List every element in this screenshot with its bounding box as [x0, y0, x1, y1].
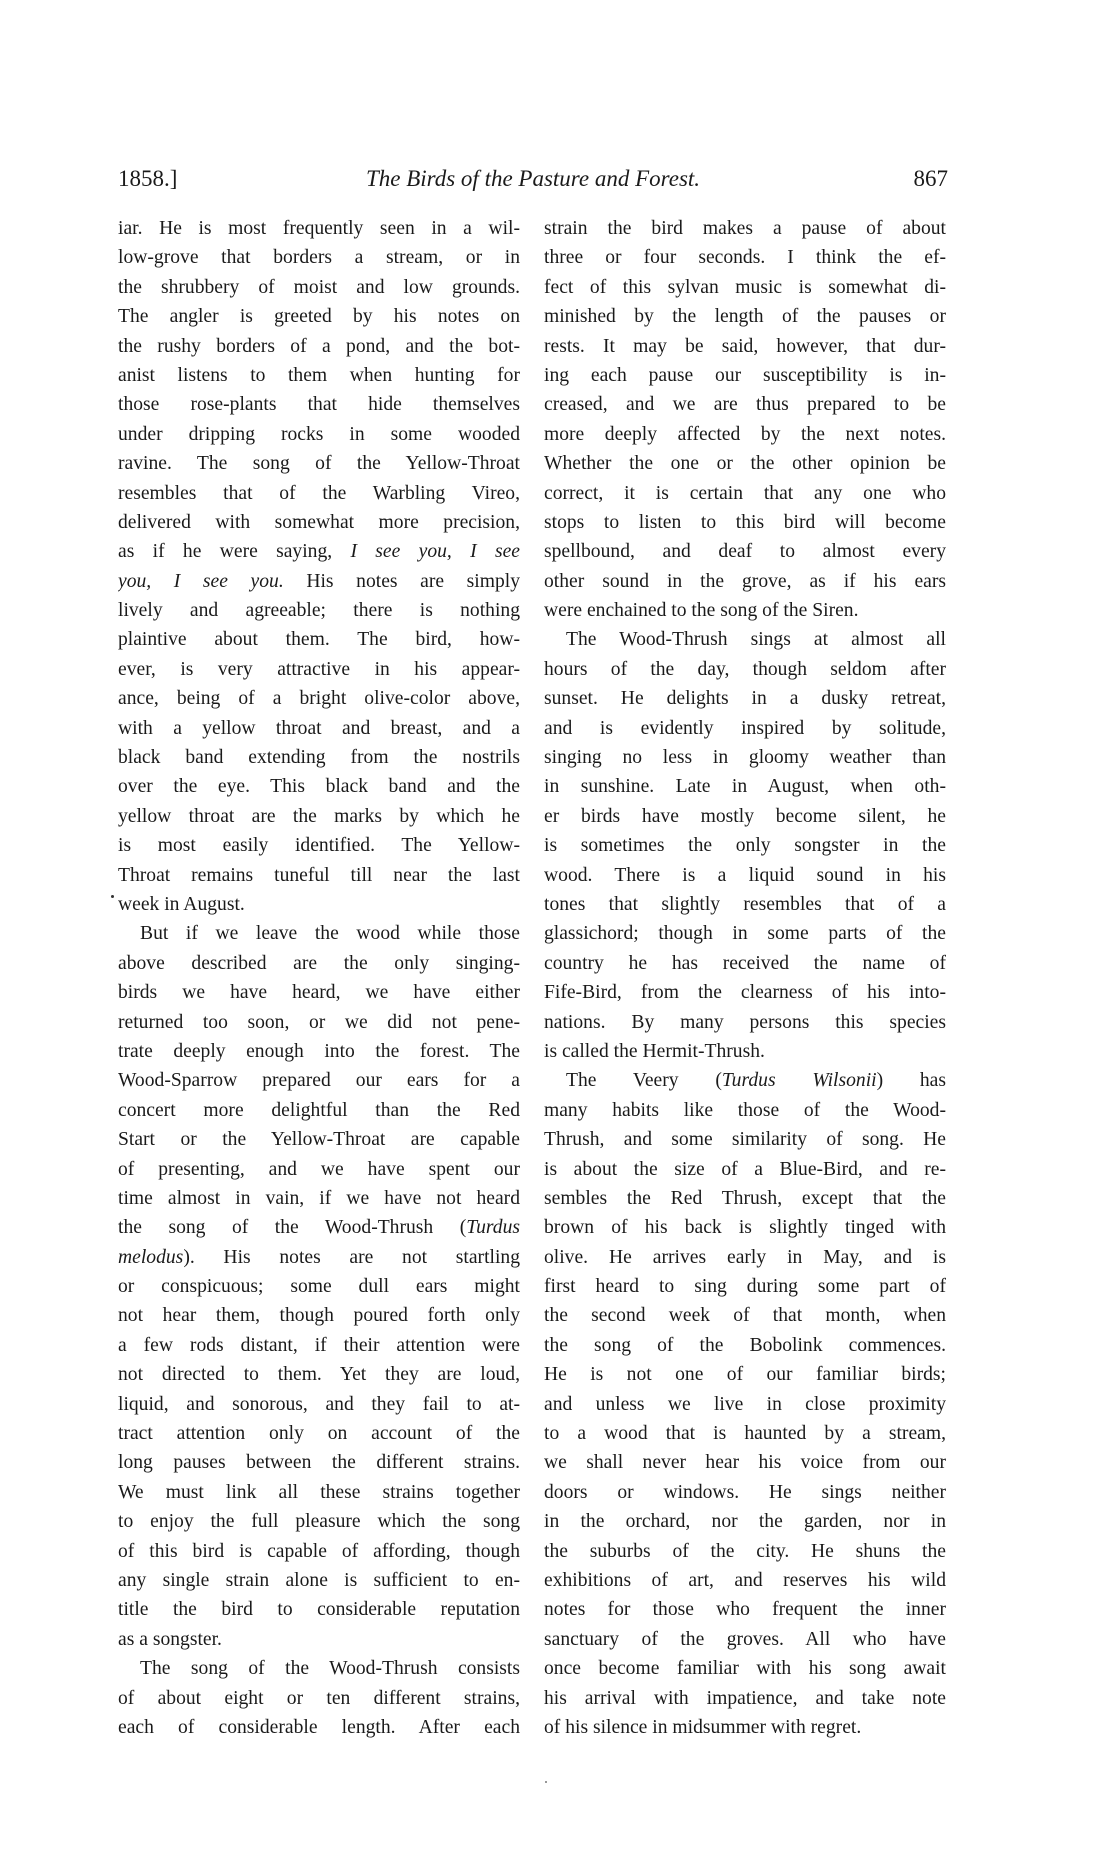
text-line: is most easily identified. The Yellow-: [118, 835, 520, 857]
text-line: the second week of that month, when: [544, 1305, 946, 1327]
text-line: as a songster.: [118, 1628, 222, 1650]
italic-text-run: melodus: [118, 1246, 184, 1268]
text-line: tones that slightly resembles that of a: [544, 893, 946, 915]
text-line: birds we have heard, we have either: [118, 982, 520, 1004]
text-line: and unless we live in close proximity: [544, 1393, 946, 1415]
text-line: title the bird to considerable reputation: [118, 1599, 520, 1621]
text-line: once become familiar with his song await: [544, 1658, 946, 1680]
text-line: singing no less in gloomy weather than: [544, 747, 946, 769]
text-run: ) has: [876, 1070, 946, 1092]
text-line: with a yellow throat and breast, and a: [118, 717, 520, 739]
text-line: his arrival with impatience, and take note: [544, 1687, 946, 1709]
text-line: wood. There is a liquid sound in his: [544, 864, 946, 886]
italic-text-run: you, I see you.: [118, 570, 284, 592]
text-line: low-grove that borders a stream, or in: [118, 247, 520, 269]
text-line: anist listens to them when hunting for: [118, 364, 520, 386]
text-line: the rushy borders of a pond, and the bot-: [118, 335, 520, 357]
text-line: resembles that of the Warbling Vireo,: [118, 482, 520, 504]
text-line: er birds have mostly become silent, he: [544, 805, 946, 827]
text-line: the shrubbery of moist and low grounds.: [118, 276, 520, 298]
italic-text-run: I see you, I see: [350, 541, 520, 563]
text-line: correct, it is certain that any one who: [544, 482, 946, 504]
text-line: black band extending from the nostrils: [118, 747, 520, 769]
text-line: three or four seconds. I think the ef-: [544, 247, 946, 269]
text-line: Thrush, and some similarity of song. He: [544, 1129, 946, 1151]
text-line: in sunshine. Late in August, when oth-: [544, 776, 946, 798]
text-line: iar. He is most frequently seen in a wil-: [118, 218, 520, 239]
text-line: delivered with somewhat more precision,: [118, 511, 520, 533]
text-line: Wood-Sparrow prepared our ears for a: [118, 1070, 520, 1092]
text-line: above described are the only singing-: [118, 952, 520, 974]
text-line: [544, 1066, 946, 1095]
text-line: to a wood that is haunted by a stream,: [544, 1423, 946, 1445]
text-line: of about eight or ten different strains,: [118, 1687, 520, 1709]
text-line: strain the bird makes a pause of about: [544, 218, 946, 239]
text-run: His notes are simply: [283, 570, 520, 592]
text-line: under dripping rocks in some wooded: [118, 423, 520, 445]
text-line: time almost in vain, if we have not heard: [118, 1187, 520, 1209]
text-line: olive. He arrives early in May, and is: [544, 1246, 946, 1268]
text-line: week in August.: [118, 893, 245, 915]
text-line: ravine. The song of the Yellow-Throat: [118, 453, 520, 475]
text-line: glassichord; though in some parts of the: [544, 923, 946, 945]
text-line: creased, and we are thus prepared to be: [544, 394, 946, 416]
text-line: nations. By many persons this species: [544, 1011, 946, 1033]
text-line: plaintive about them. The bird, how-: [118, 629, 520, 651]
left-column: [118, 214, 520, 1742]
text-line: is sometimes the only songster in the: [544, 835, 946, 857]
text-line: [118, 1213, 520, 1242]
text-line: each of considerable length. After each: [118, 1716, 520, 1738]
text-line: Fife-Bird, from the clearness of his into-: [544, 982, 946, 1004]
text-line: first heard to sing during some part of: [544, 1276, 946, 1298]
text-line: He is not one of our familiar birds;: [544, 1364, 946, 1386]
text-line: trate deeply enough into the forest. The: [118, 1040, 520, 1062]
text-line: we shall never hear his voice from our: [544, 1452, 946, 1474]
text-line: tract attention only on account of the: [118, 1423, 520, 1445]
text-line: ever, is very attractive in his appear-: [118, 658, 520, 680]
text-line: is about the size of a Blue-Bird, and re-: [544, 1158, 946, 1180]
text-line: not directed to them. Yet they are loud,: [118, 1364, 520, 1386]
text-line: doors or windows. He sings neither: [544, 1481, 946, 1503]
text-line: those rose-plants that hide themselves: [118, 394, 520, 416]
text-line: The Wood-Thrush sings at almost all: [566, 629, 946, 651]
text-line: Throat remains tuneful till near the last: [118, 864, 520, 886]
text-line: Whether the one or the other opinion be: [544, 453, 946, 475]
text-line: [118, 537, 520, 566]
text-line: sanctuary of the groves. All who have: [544, 1628, 946, 1650]
text-line: yellow throat are the marks by which he: [118, 805, 520, 827]
text-line: the suburbs of the city. He shuns the: [544, 1540, 946, 1562]
text-line: ing each pause our susceptibility is in-: [544, 364, 946, 386]
text-run: ). His notes are not startling: [183, 1246, 520, 1268]
text-line: notes for those who frequent the inner: [544, 1599, 946, 1621]
text-line: We must link all these strains together: [118, 1481, 520, 1503]
text-line: a few rods distant, if their attention were: [118, 1334, 520, 1356]
text-line: stops to listen to this bird will become: [544, 511, 946, 533]
text-line: ance, being of a bright olive-color above,: [118, 688, 520, 710]
text-line: of this bird is capable of affording, though: [118, 1540, 520, 1562]
text-line: Start or the Yellow-Throat are capable: [118, 1129, 520, 1151]
text-line: and is evidently inspired by solitude,: [544, 717, 946, 739]
page-number: 867: [913, 166, 948, 191]
right-column: [544, 214, 946, 1742]
text-line: hours of the day, though seldom after: [544, 658, 946, 680]
text-line: is called the Hermit-Thrush.: [544, 1040, 765, 1062]
text-line: The angler is greeted by his notes on: [118, 306, 520, 328]
text-line: were enchained to the song of the Siren.: [544, 600, 859, 622]
text-line: rests. It may be said, however, that dur-: [544, 335, 946, 357]
text-line: The song of the Wood-Thrush consists: [140, 1658, 520, 1680]
text-line: returned too soon, or we did not pene-: [118, 1011, 520, 1033]
italic-text-run: Turdus: [466, 1217, 520, 1239]
text-line: sunset. He delights in a dusky retreat,: [544, 688, 946, 710]
header-title: The Birds of the Pasture and Forest.: [365, 166, 701, 191]
text-line: more deeply affected by the next notes.: [544, 423, 946, 445]
text-line: over the eye. This black band and the: [118, 776, 520, 798]
text-run: the song of the Wood-Thrush (: [118, 1217, 467, 1239]
text-line: many habits like those of the Wood-: [544, 1099, 946, 1121]
text-line: the song of the Bobolink commences.: [544, 1334, 946, 1356]
print-speck: [545, 1781, 547, 1783]
text-line: spellbound, and deaf to almost every: [544, 541, 946, 563]
text-line: country he has received the name of: [544, 952, 946, 974]
print-speck: [111, 895, 114, 898]
text-line: of his silence in midsummer with regret.: [544, 1716, 862, 1738]
text-line: [118, 1243, 520, 1272]
text-line: other sound in the grove, as if his ears: [544, 570, 946, 592]
text-line: to enjoy the full pleasure which the song: [118, 1511, 520, 1533]
text-line: not hear them, though poured forth only: [118, 1305, 520, 1327]
header-year: 1858.]: [118, 166, 178, 191]
text-line: [118, 567, 520, 596]
text-line: brown of his back is slightly tinged with: [544, 1217, 946, 1239]
text-line: lively and agreeable; there is nothing: [118, 600, 520, 622]
text-line: sembles the Red Thrush, except that the: [544, 1187, 946, 1209]
text-line: long pauses between the different strains.: [118, 1452, 520, 1474]
text-line: liquid, and sonorous, and they fail to at-: [118, 1393, 520, 1415]
text-line: or conspicuous; some dull ears might: [118, 1276, 520, 1298]
text-line: of presenting, and we have spent our: [118, 1158, 520, 1180]
text-run: as if he were saying,: [118, 541, 351, 563]
text-line: exhibitions of art, and reserves his wild: [544, 1569, 946, 1591]
text-line: concert more delightful than the Red: [118, 1099, 520, 1121]
text-line: any single strain alone is sufficient to en-: [118, 1569, 520, 1591]
text-line: in the orchard, nor the garden, nor in: [544, 1511, 946, 1533]
text-line: fect of this sylvan music is somewhat di-: [544, 276, 946, 298]
running-head: [118, 166, 948, 196]
italic-text-run: Turdus Wilsonii: [721, 1070, 877, 1092]
text-line: minished by the length of the pauses or: [544, 306, 946, 328]
text-line: But if we leave the wood while those: [140, 923, 520, 945]
text-run: The Veery (: [566, 1070, 722, 1092]
